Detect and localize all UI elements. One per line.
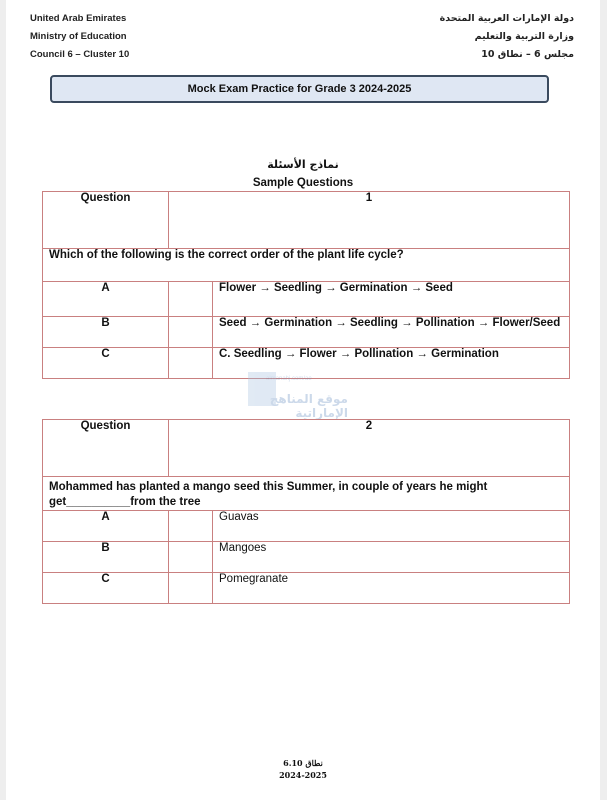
option-blank <box>169 317 213 348</box>
option-blank <box>169 573 213 604</box>
section-title-arabic: نماذج الأسئلة <box>267 158 339 171</box>
option-letter: C <box>43 348 169 379</box>
option-blank <box>169 542 213 573</box>
question-1-table <box>42 191 570 379</box>
watermark-site: almanahj.com/ae <box>266 376 312 382</box>
question-stem-line: get__________from the tree <box>49 496 201 508</box>
option-letter: B <box>43 317 169 348</box>
footer-year: 2024-2025 <box>279 770 327 780</box>
question-number: 1 <box>169 192 570 249</box>
question-label: Question <box>43 192 169 249</box>
header-country: United Arab Emirates <box>30 13 127 24</box>
option-blank <box>169 511 213 542</box>
option-text: Pomegranate <box>213 573 570 604</box>
exam-page <box>6 0 600 800</box>
section-title: Sample Questions <box>252 177 354 189</box>
watermark-logo <box>248 372 348 422</box>
option-text: Guavas <box>213 511 570 542</box>
header-council-ar: مجلس 6 – نطاق 10 <box>481 49 574 60</box>
question-2-table <box>42 419 570 604</box>
header-english <box>30 10 129 64</box>
option-letter: B <box>43 542 169 573</box>
header-council: Council 6 – Cluster 10 <box>30 49 130 60</box>
option-text: Flower → Seedling → Germination → Seed <box>213 282 570 317</box>
option-letter: C <box>43 573 169 604</box>
question-number: 2 <box>169 420 570 477</box>
header-ministry: Ministry of Education <box>30 31 127 42</box>
page-footer <box>6 757 600 781</box>
option-text: Seed → Germination → Seedling → Pollination → Flower/Seed <box>213 317 570 348</box>
exam-banner: Mock Exam Practice for Grade 3 2024-2025 <box>50 75 549 103</box>
footer-cluster: نطاق 6.10 <box>283 758 323 768</box>
header-ministry-ar: وزارة التربية والتعليم <box>474 31 574 42</box>
option-blank <box>169 282 213 317</box>
header-arabic <box>440 10 574 64</box>
header-country-ar: دولة الإمارات العربية المتحدة <box>439 13 574 24</box>
option-text: Mangoes <box>213 542 570 573</box>
question-label: Question <box>43 420 169 477</box>
question-stem-line: Mohammed has planted a mango seed this Summer, in couple of years he might <box>49 481 488 493</box>
watermark-text: موقع المناهج الإماراتية <box>269 392 348 420</box>
question-stem: Which of the following is the correct order of the plant life cycle? <box>43 249 570 282</box>
option-blank <box>169 348 213 379</box>
question-stem <box>43 477 570 511</box>
option-letter: A <box>43 511 169 542</box>
option-text: C. Seedling → Flower → Pollination → Germination <box>213 348 570 379</box>
option-letter: A <box>43 282 169 317</box>
